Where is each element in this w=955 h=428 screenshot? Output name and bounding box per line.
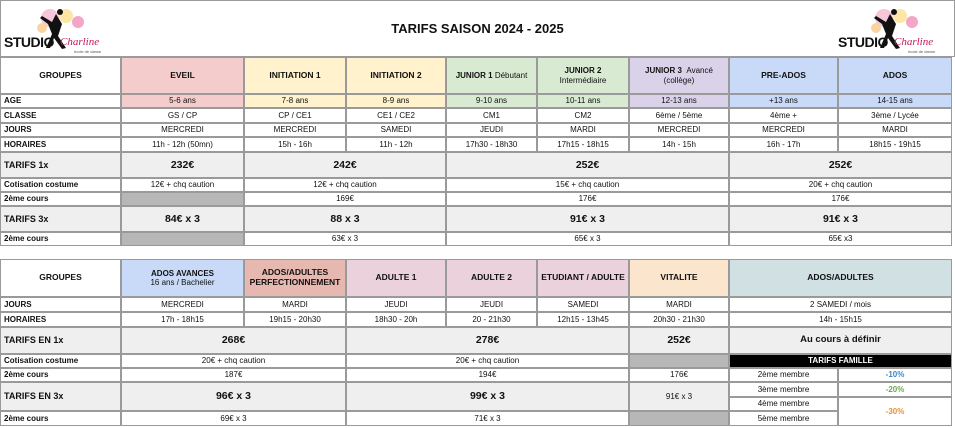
group-ados-adultes-perf xyxy=(244,259,346,297)
label-tarifs-en-1x: TARIFS EN 1x xyxy=(0,327,121,354)
tarif-1x-cell: 268€ xyxy=(121,327,346,354)
jours-cell: MARDI xyxy=(244,297,346,312)
classe-cell: 6ème / 5ème xyxy=(629,108,729,123)
group-ados-avances-sub: 16 ans / Bachelier xyxy=(150,278,215,287)
tarif-1x-cell: 252€ xyxy=(446,152,729,178)
tarif-1x-cell: 278€ xyxy=(346,327,629,354)
jours-cell: MERCREDI xyxy=(629,123,729,137)
label-tarifs-3x: TARIFS 3x xyxy=(0,206,121,232)
tarif-3x-cell: 96€ x 3 xyxy=(121,382,346,411)
deuxieme-3x-cell: 71€ x 3 xyxy=(346,411,629,426)
horaires-cell: 17h - 18h15 xyxy=(121,312,244,327)
logo-left-sub: école de danse xyxy=(74,49,102,54)
age-cell: 9-10 ans xyxy=(446,94,537,108)
group-junior-3-sub2: (collège) xyxy=(663,75,695,85)
cotisation-cell: 20€ + chq caution xyxy=(346,354,629,368)
horaires-cell: 16h - 17h xyxy=(729,137,838,152)
deuxieme-3x-cell: 63€ x 3 xyxy=(244,232,446,246)
famille-membre: 4ème membre xyxy=(729,397,838,411)
tarif-3x-cell: 99€ x 3 xyxy=(346,382,629,411)
horaires-cell: 17h15 - 18h15 xyxy=(537,137,629,152)
tarif-1x-cell: 252€ xyxy=(629,327,729,354)
group-ados-adultes-perf-sub: PERFECTIONNEMENT xyxy=(249,277,341,287)
tarifs-famille-header: TARIFS FAMILLE xyxy=(729,354,952,368)
tarif-a-definir: Au cours à définir xyxy=(729,327,952,354)
label-cotisation: Cotisation costume xyxy=(0,178,121,192)
group-ados-adultes: ADOS/ADULTES xyxy=(729,259,952,297)
group-eveil: EVEIL xyxy=(121,57,244,94)
label-age: AGE xyxy=(0,94,121,108)
jours-cell: SAMEDI xyxy=(346,123,446,137)
horaires-cell: 11h - 12h xyxy=(346,137,446,152)
classe-cell: CE1 / CE2 xyxy=(346,108,446,123)
cotisation-cell: 20€ + chq caution xyxy=(729,178,952,192)
studio-logo-right xyxy=(838,6,950,54)
empty-gray-cell xyxy=(121,232,244,246)
jours-cell: MARDI xyxy=(537,123,629,137)
jours-cell: MARDI xyxy=(838,123,952,137)
group-ados-avances xyxy=(121,259,244,297)
horaires-cell: 20 - 21h30 xyxy=(446,312,537,327)
cotisation-cell: 20€ + chq caution xyxy=(121,354,346,368)
age-cell: 8-9 ans xyxy=(346,94,446,108)
age-cell: 10-11 ans xyxy=(537,94,629,108)
age-cell: 7-8 ans xyxy=(244,94,346,108)
group-ados-adultes-perf-main: ADOS/ADULTES xyxy=(261,267,329,278)
label-deuxieme-cours-3x-2: 2ème cours xyxy=(0,411,121,426)
tarif-3x-cell: 88 x 3 xyxy=(244,206,446,232)
group-junior-1-main: JUNIOR 1 xyxy=(455,70,493,80)
horaires-cell: 20h30 - 21h30 xyxy=(629,312,729,327)
classe-cell: CM2 xyxy=(537,108,629,123)
tarif-1x-cell: 242€ xyxy=(244,152,446,178)
jours-cell: JEUDI xyxy=(346,297,446,312)
group-adulte-2: ADULTE 2 xyxy=(446,259,537,297)
jours-cell: JEUDI xyxy=(446,297,537,312)
tarif-3x-cell: 91€ x 3 xyxy=(629,382,729,411)
horaires-cell: 12h15 - 13h45 xyxy=(537,312,629,327)
horaires-cell: 15h - 16h xyxy=(244,137,346,152)
age-cell: 5-6 ans xyxy=(121,94,244,108)
tarif-3x-cell: 84€ x 3 xyxy=(121,206,244,232)
tarif-1x-cell: 232€ xyxy=(121,152,244,178)
label-deuxieme-cours: 2ème cours xyxy=(0,192,121,206)
deuxieme-cell: 194€ xyxy=(346,368,629,382)
jours-cell: MERCREDI xyxy=(121,123,244,137)
label-deuxieme-cours-3x: 2ème cours xyxy=(0,232,121,246)
logo-left-script: Charline xyxy=(60,36,100,48)
label-deuxieme-cours-2: 2ème cours xyxy=(0,368,121,382)
deuxieme-3x-cell: 65€ x3 xyxy=(729,232,952,246)
label-tarifs-1x: TARIFS 1x xyxy=(0,152,121,178)
horaires-cell: 14h - 15h xyxy=(629,137,729,152)
jours-cell: MERCREDI xyxy=(729,123,838,137)
group-ados-avances-main: ADOS AVANCES xyxy=(151,268,214,278)
label-groupes: GROUPES xyxy=(0,57,121,94)
label-groupes-2: GROUPES xyxy=(0,259,121,297)
deuxieme-cell: 176€ xyxy=(446,192,729,206)
group-junior-2-main: JUNIOR 2 xyxy=(564,66,602,76)
group-junior-2 xyxy=(537,57,629,94)
tarif-1x-cell: 252€ xyxy=(729,152,952,178)
logo-left-text: STUDIO xyxy=(4,34,54,50)
famille-pct: -30% xyxy=(838,397,952,426)
label-horaires-2: HORAIRES xyxy=(0,312,121,327)
jours-cell: 2 SAMEDI / mois xyxy=(729,297,952,312)
title-bar xyxy=(0,0,955,57)
famille-membre: 2ème membre xyxy=(729,368,838,382)
group-adulte-1: ADULTE 1 xyxy=(346,259,446,297)
empty-gray-cell xyxy=(629,354,729,368)
classe-cell: CP / CE1 xyxy=(244,108,346,123)
famille-pct: -10% xyxy=(838,368,952,382)
horaires-cell: 11h - 12h (50mn) xyxy=(121,137,244,152)
deuxieme-3x-cell: 69€ x 3 xyxy=(121,411,346,426)
horaires-cell: 18h30 - 20h xyxy=(346,312,446,327)
famille-membre: 5ème membre xyxy=(729,411,838,426)
age-cell: 14-15 ans xyxy=(838,94,952,108)
group-junior-1-sub: Débutant xyxy=(494,70,528,80)
group-pre-ados: PRE-ADOS xyxy=(729,57,838,94)
jours-cell: JEUDI xyxy=(446,123,537,137)
group-junior-3-sub: Avancé xyxy=(686,66,713,76)
jours-cell: MARDI xyxy=(629,297,729,312)
group-junior-3-main: JUNIOR 3 xyxy=(645,66,682,76)
empty-gray-cell xyxy=(121,192,244,206)
horaires-cell: 19h15 - 20h30 xyxy=(244,312,346,327)
group-initiation-1: INITIATION 1 xyxy=(244,57,346,94)
deuxieme-3x-cell: 65€ x 3 xyxy=(446,232,729,246)
page-title: TARIFS SAISON 2024 - 2025 xyxy=(391,21,564,36)
horaires-cell: 14h - 15h15 xyxy=(729,312,952,327)
logo-right-sub: école de danse xyxy=(908,49,936,54)
group-junior-2-sub: Intermédiaire xyxy=(559,75,607,85)
deuxieme-cell: 176€ xyxy=(629,368,729,382)
horaires-cell: 18h15 - 19h15 xyxy=(838,137,952,152)
group-vitalite: VITALITE xyxy=(629,259,729,297)
logo-right-text: STUDIO xyxy=(838,34,888,50)
cotisation-cell: 12€ + chq caution xyxy=(244,178,446,192)
label-jours-2: JOURS xyxy=(0,297,121,312)
logo-right-script: Charline xyxy=(894,36,934,48)
empty-gray-cell xyxy=(629,411,729,426)
jours-cell: MERCREDI xyxy=(121,297,244,312)
classe-cell: CM1 xyxy=(446,108,537,123)
group-etudiant-adulte: ETUDIANT / ADULTE xyxy=(537,259,629,297)
jours-cell: SAMEDI xyxy=(537,297,629,312)
age-cell: +13 ans xyxy=(729,94,838,108)
group-junior-1 xyxy=(446,57,537,94)
age-cell: 12-13 ans xyxy=(629,94,729,108)
cotisation-cell: 15€ + chq caution xyxy=(446,178,729,192)
classe-cell: GS / CP xyxy=(121,108,244,123)
label-jours: JOURS xyxy=(0,123,121,137)
label-horaires: HORAIRES xyxy=(0,137,121,152)
group-initiation-2: INITIATION 2 xyxy=(346,57,446,94)
deuxieme-cell: 169€ xyxy=(244,192,446,206)
deuxieme-cell: 176€ xyxy=(729,192,952,206)
horaires-cell: 17h30 - 18h30 xyxy=(446,137,537,152)
cotisation-cell: 12€ + chq caution xyxy=(121,178,244,192)
classe-cell: 4ème + xyxy=(729,108,838,123)
famille-membre: 3ème membre xyxy=(729,382,838,397)
deuxieme-cell: 187€ xyxy=(121,368,346,382)
label-classe: CLASSE xyxy=(0,108,121,123)
studio-logo-left xyxy=(4,6,116,54)
group-ados: ADOS xyxy=(838,57,952,94)
tarif-3x-cell: 91€ x 3 xyxy=(729,206,952,232)
label-tarifs-en-3x: TARIFS EN 3x xyxy=(0,382,121,411)
famille-pct: -20% xyxy=(838,382,952,397)
label-cotisation-2: Cotisation costume xyxy=(0,354,121,368)
tarif-3x-cell: 91€ x 3 xyxy=(446,206,729,232)
classe-cell: 3ème / Lycée xyxy=(838,108,952,123)
group-junior-3 xyxy=(629,57,729,94)
jours-cell: MERCREDI xyxy=(244,123,346,137)
